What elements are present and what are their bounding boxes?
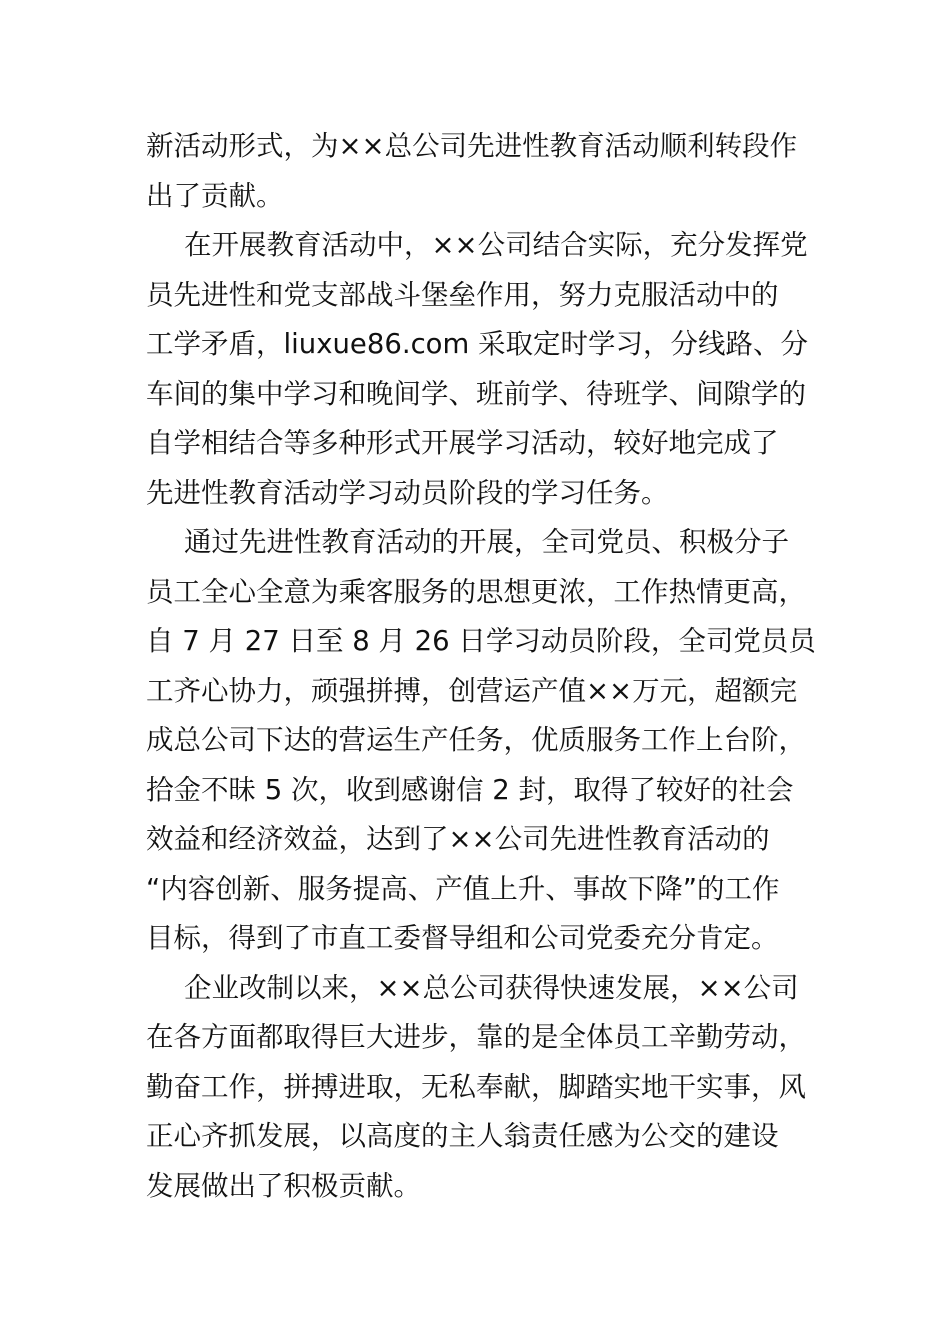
paragraph-line: 员工全心全意为乘客服务的思想更浓，工作热情更高， — [146, 575, 806, 608]
paragraph-line: 拾金不昧 5 次，收到感谢信 2 封，取得了较好的社会 — [146, 773, 794, 806]
document-body — [146, 122, 826, 1211]
paragraph-2 — [146, 221, 826, 518]
paragraph-line: 在开展教育活动中，××公司结合实际，充分发挥党 — [184, 229, 808, 261]
paragraph-1 — [146, 122, 826, 221]
paragraph-line: 勤奋工作，拼搏进取，无私奉献，脚踏实地干实事，风 — [146, 1070, 806, 1103]
paragraph-line: 先进性教育活动学习动员阶段的学习任务。 — [146, 476, 669, 509]
paragraph-line: 自 7 月 27 日至 8 月 26 日学习动员阶段，全司党员员 — [146, 625, 816, 657]
paragraph-line: “内容创新、服务提高、产值上升、事故下降”的工作 — [146, 872, 780, 905]
paragraph-line: 通过先进性教育活动的开展，全司党员、积极分子 — [184, 526, 789, 558]
paragraph-line: 企业改制以来，××总公司获得快速发展，××公司 — [184, 971, 799, 1004]
paragraph-line: 员先进性和党支部战斗堡垒作用，努力克服活动中的 — [146, 278, 779, 311]
paragraph-4 — [146, 964, 826, 1212]
paragraph-line: 出了贡献。 — [146, 179, 284, 212]
paragraph-line: 在各方面都取得巨大进步，靠的是全体员工辛勤劳动， — [146, 1021, 806, 1053]
paragraph-line: 工齐心协力，顽强拼搏，创营运产值××万元，超额完 — [146, 674, 798, 707]
paragraph-line: 新活动形式，为××总公司先进性教育活动顺利转段作 — [146, 130, 798, 162]
paragraph-line: 车间的集中学习和晚间学、班前学、待班学、间隙学的 — [146, 377, 806, 410]
paragraph-3 — [146, 518, 826, 964]
paragraph-line: 工学矛盾，liuxue86.com 采取定时学习，分线路、分 — [146, 328, 809, 360]
paragraph-line: 效益和经济效益，达到了××公司先进性教育活动的 — [146, 823, 770, 855]
paragraph-line: 目标，得到了市直工委督导组和公司党委充分肯定。 — [146, 922, 779, 954]
paragraph-line: 自学相结合等多种形式开展学习活动，较好地完成了 — [146, 427, 779, 459]
paragraph-line: 正心齐抓发展，以高度的主人翁责任感为公交的建设 — [146, 1120, 779, 1152]
paragraph-line: 发展做出了积极贡献。 — [146, 1169, 421, 1202]
paragraph-line: 成总公司下达的营运生产任务，优质服务工作上台阶， — [146, 724, 806, 756]
